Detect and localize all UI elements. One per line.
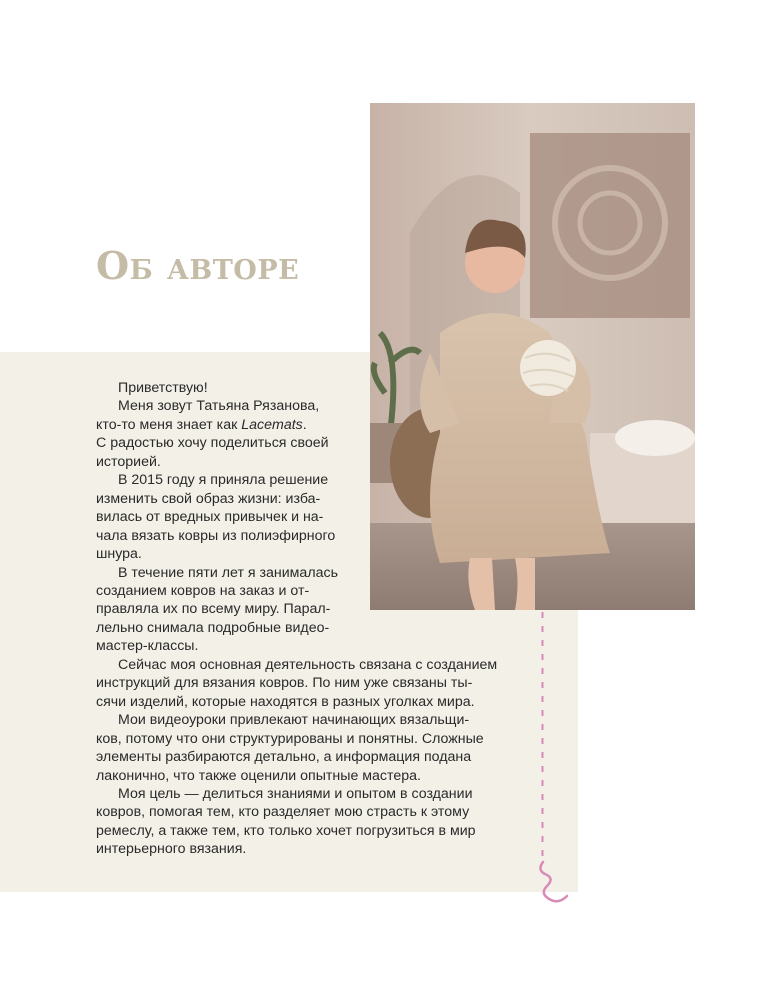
paragraph [96,711,499,785]
paragraph [96,785,499,859]
brand-name: Lacemats [241,416,303,433]
text-line: шнура. [96,546,142,563]
text-line: изменить свой образ жизни: изба- [96,490,321,507]
text-line: В течение пяти лет я занималась [118,564,338,581]
paragraph [96,379,499,397]
paragraph [96,656,499,711]
text-line: Сейчас моя основная деятельность связана с созданием [118,656,498,673]
dashed-line-decoration [541,612,544,862]
text-line: мастер-классы. [96,638,199,655]
text-line: ков, потому что они структурированы и понятны. Сложные [96,730,484,747]
text-line: сячи изделий, которые находятся в разных уголках мира. [96,693,475,710]
paragraph [96,564,499,656]
text-line: вилась от вредных привычек и на- [96,509,324,526]
text-line: лаконично, что также оценили опытные мастера. [96,767,421,784]
author-bio [96,379,499,859]
text-line: ковров, помогая тем, кто разделяет мою страсть к этому [96,804,470,821]
page-title: Об авторе [96,243,300,288]
text-line: лельно снимала подробные видео- [96,619,330,636]
text-line: С радостью хочу поделиться своей [96,435,329,452]
text-line: В 2015 году я приняла решение [118,472,329,489]
text-line: историей. [96,453,161,470]
text-line: созданием ковров на заказ и от- [96,582,310,599]
text-line: чала вязать ковры из полиэфирного [96,527,336,544]
text-line: интерьерного вязания. [96,841,247,858]
paragraph [96,471,499,563]
text-line: ремеслу, а также тем, кто только хочет погрузиться в мир [96,822,476,839]
text-line: Моя цель — делиться знаниями и опытом в создании [118,785,473,802]
text-line: Приветствую! [118,380,208,396]
text-line: инструкций для вязания ковров. По ним уже связаны ты- [96,675,473,692]
text-line: элементы разбираются детально, а информация подана [96,749,472,766]
text-line: правляла их по всему миру. Парал- [96,601,331,618]
paragraph [96,397,499,471]
text-line: Меня зовут Татьяна Рязанова, [118,398,320,415]
text-line: Мои видеоуроки привлекают начинающих вязальщи- [118,712,470,729]
thread-squiggle-icon [535,860,575,905]
text-line: кто-то меня знает как Lacemats. [96,416,307,433]
